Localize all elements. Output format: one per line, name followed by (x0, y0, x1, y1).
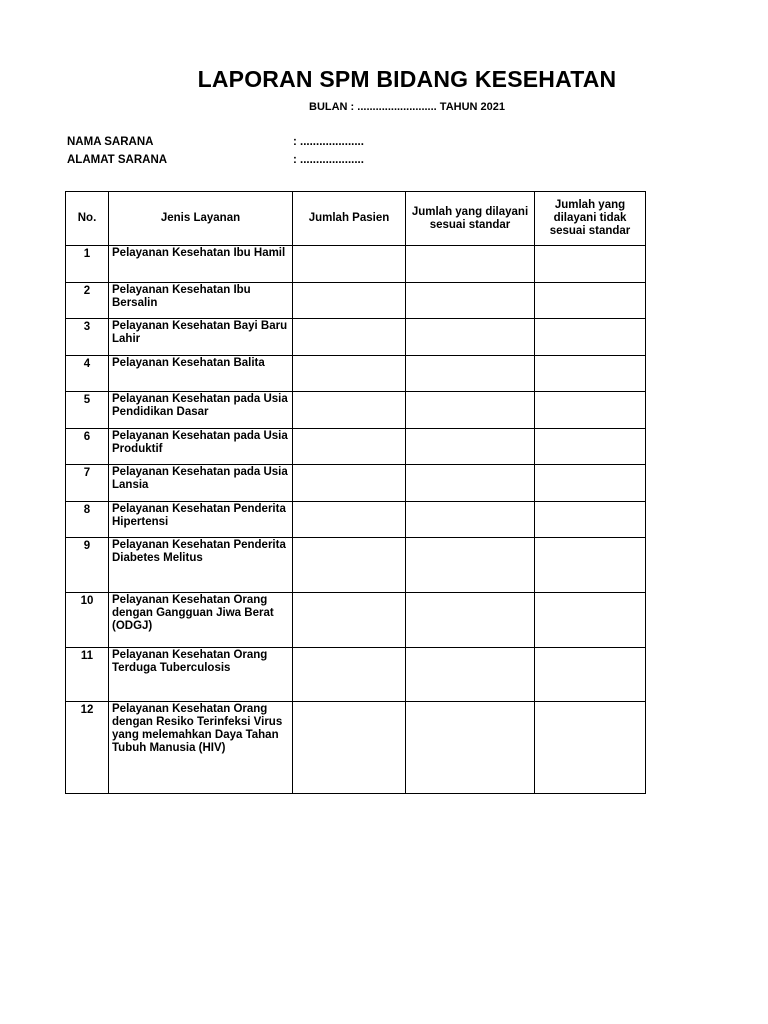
row-number: 4 (66, 356, 109, 392)
service-type-cell: Pelayanan Kesehatan Bayi Baru Lahir (109, 319, 293, 356)
row-number: 7 (66, 465, 109, 502)
service-type-cell: Pelayanan Kesehatan Orang dengan Resiko Terinfeksi Virus yang melemahkan Daya Tahan Tubuh Manusia (HIV) (109, 702, 293, 794)
facility-address-value: : .................... (293, 154, 364, 166)
row-number: 8 (66, 502, 109, 538)
facility-address-line (67, 154, 364, 166)
row-number: 1 (66, 246, 109, 283)
facility-name-label: NAMA SARANA (67, 136, 154, 148)
row-number: 11 (66, 648, 109, 702)
patient-count-cell[interactable] (293, 246, 406, 283)
served-per-standard-cell[interactable] (406, 246, 535, 283)
header-served-per-standard: Jumlah yang dilayani sesuai standar (406, 192, 535, 246)
table-row (66, 356, 646, 392)
facility-address-label: ALAMAT SARANA (67, 154, 168, 166)
table-row (66, 538, 646, 593)
service-type-cell: Pelayanan Kesehatan Ibu Bersalin (109, 283, 293, 319)
patient-count-cell[interactable] (293, 283, 406, 319)
header-service-type: Jenis Layanan (109, 192, 293, 246)
service-type-cell: Pelayanan Kesehatan Ibu Hamil (109, 246, 293, 283)
served-per-standard-cell[interactable] (406, 502, 535, 538)
served-not-per-standard-cell[interactable] (535, 465, 646, 502)
facility-name-value: : .................... (293, 136, 364, 148)
report-period: BULAN : .......................... TAHUN 2021 (309, 101, 505, 113)
service-type-cell: Pelayanan Kesehatan Balita (109, 356, 293, 392)
row-number: 9 (66, 538, 109, 593)
row-number: 12 (66, 702, 109, 794)
header-patient-count: Jumlah Pasien (293, 192, 406, 246)
service-type-cell: Pelayanan Kesehatan pada Usia Pendidikan Dasar (109, 392, 293, 429)
patient-count-cell[interactable] (293, 429, 406, 465)
table-row (66, 648, 646, 702)
patient-count-cell[interactable] (293, 538, 406, 593)
service-type-cell: Pelayanan Kesehatan Orang dengan Gangguan Jiwa Berat (ODGJ) (109, 593, 293, 648)
service-type-cell: Pelayanan Kesehatan pada Usia Produktif (109, 429, 293, 465)
patient-count-cell[interactable] (293, 465, 406, 502)
patient-count-cell[interactable] (293, 593, 406, 648)
table-row (66, 429, 646, 465)
served-per-standard-cell[interactable] (406, 283, 535, 319)
served-not-per-standard-cell[interactable] (535, 283, 646, 319)
served-per-standard-cell[interactable] (406, 392, 535, 429)
served-per-standard-cell[interactable] (406, 356, 535, 392)
served-per-standard-cell[interactable] (406, 648, 535, 702)
served-not-per-standard-cell[interactable] (535, 429, 646, 465)
service-type-cell: Pelayanan Kesehatan Penderita Hipertensi (109, 502, 293, 538)
table-row (66, 319, 646, 356)
table-row (66, 502, 646, 538)
row-number: 3 (66, 319, 109, 356)
report-title: LAPORAN SPM BIDANG KESEHATAN (197, 66, 617, 92)
patient-count-cell[interactable] (293, 648, 406, 702)
row-number: 5 (66, 392, 109, 429)
table-row (66, 392, 646, 429)
served-not-per-standard-cell[interactable] (535, 648, 646, 702)
served-per-standard-cell[interactable] (406, 319, 535, 356)
header-no: No. (66, 192, 109, 246)
row-number: 2 (66, 283, 109, 319)
service-type-cell: Pelayanan Kesehatan Orang Terduga Tuberculosis (109, 648, 293, 702)
table-header-row (66, 192, 646, 246)
row-number: 6 (66, 429, 109, 465)
served-not-per-standard-cell[interactable] (535, 502, 646, 538)
table-row (66, 465, 646, 502)
table-row (66, 246, 646, 283)
served-not-per-standard-cell[interactable] (535, 356, 646, 392)
table-row (66, 593, 646, 648)
served-per-standard-cell[interactable] (406, 593, 535, 648)
spm-report-table (65, 191, 646, 794)
facility-name-line (67, 136, 364, 148)
patient-count-cell[interactable] (293, 502, 406, 538)
patient-count-cell[interactable] (293, 319, 406, 356)
served-not-per-standard-cell[interactable] (535, 538, 646, 593)
served-per-standard-cell[interactable] (406, 429, 535, 465)
row-number: 10 (66, 593, 109, 648)
patient-count-cell[interactable] (293, 702, 406, 794)
served-per-standard-cell[interactable] (406, 702, 535, 794)
served-not-per-standard-cell[interactable] (535, 593, 646, 648)
header-served-not-per-standard: Jumlah yang dilayani tidak sesuai standar (535, 192, 646, 246)
patient-count-cell[interactable] (293, 392, 406, 429)
served-per-standard-cell[interactable] (406, 465, 535, 502)
served-not-per-standard-cell[interactable] (535, 702, 646, 794)
service-type-cell: Pelayanan Kesehatan Penderita Diabetes Melitus (109, 538, 293, 593)
patient-count-cell[interactable] (293, 356, 406, 392)
table-row (66, 283, 646, 319)
served-not-per-standard-cell[interactable] (535, 246, 646, 283)
served-per-standard-cell[interactable] (406, 538, 535, 593)
service-type-cell: Pelayanan Kesehatan pada Usia Lansia (109, 465, 293, 502)
served-not-per-standard-cell[interactable] (535, 392, 646, 429)
served-not-per-standard-cell[interactable] (535, 319, 646, 356)
table-row (66, 702, 646, 794)
